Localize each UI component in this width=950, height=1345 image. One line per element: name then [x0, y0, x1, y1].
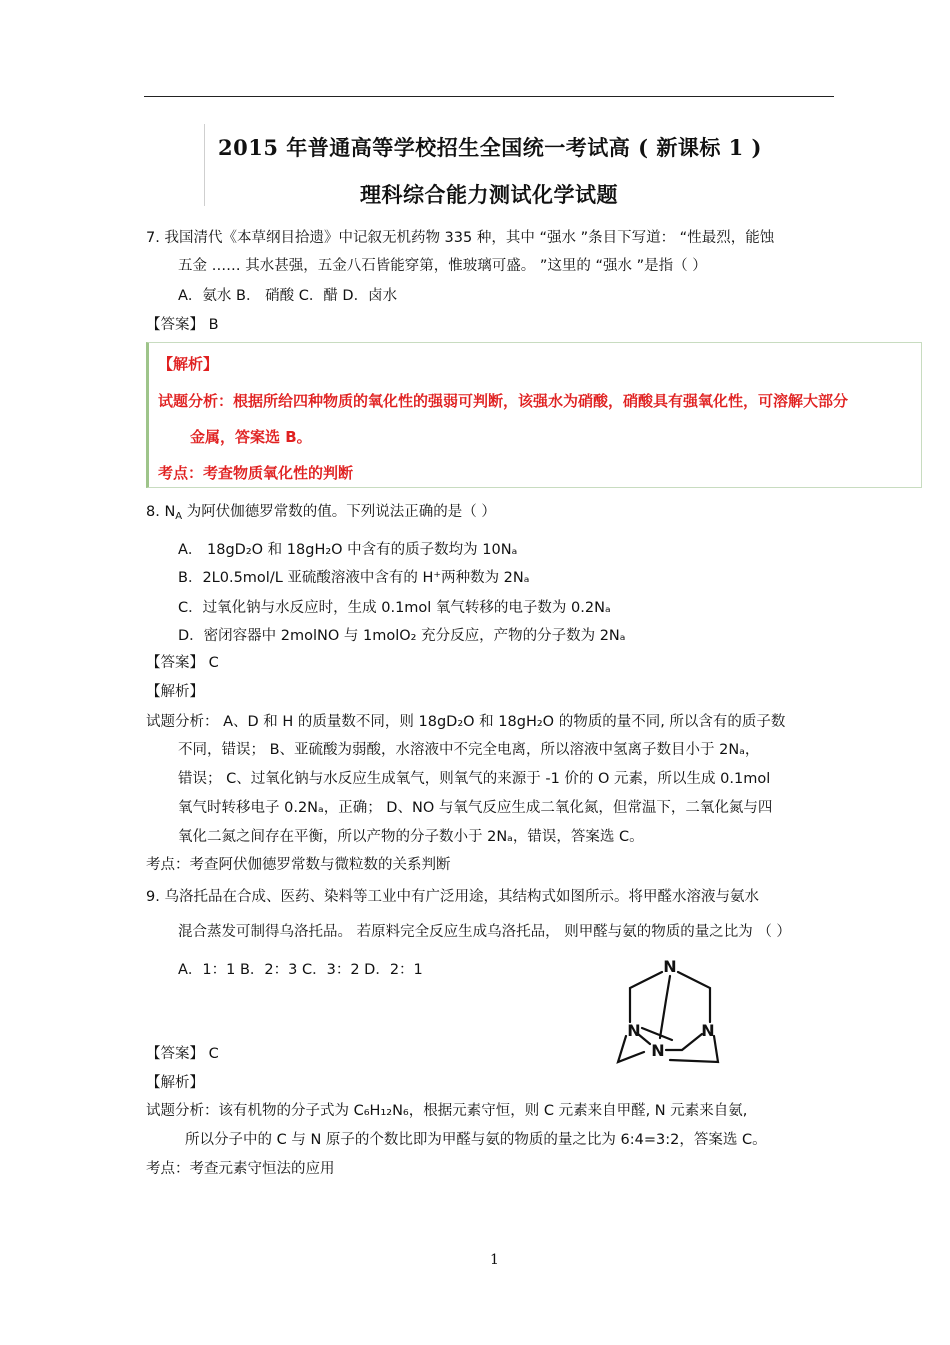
- q9-stem-line2: 混合蒸发可制得乌洛托品。 若原料完全反应生成乌洛托品， 则甲醛与氨的物质的量之比为 （ ）: [178, 924, 791, 940]
- q7-analysis-line2: 金属，答案选 B。: [190, 428, 312, 446]
- q8-option-d: D．密闭容器中 2molNO 与 1molO₂ 充分反应，产物的分子数为 2Nₐ: [178, 628, 626, 644]
- header-rule: [144, 96, 834, 97]
- q9-point: 考点：考查元素守恒法的应用: [146, 1161, 335, 1177]
- page-title: 2015 年普通高等学校招生全国统一考试高 ( 新课标 1 ): [218, 135, 762, 160]
- q8-option-b: B．2L0.5mol/L 亚硫酸溶液中含有的 H⁺两种数为 2Nₐ: [178, 570, 530, 586]
- q7-answer: 【答案】 B: [146, 317, 219, 333]
- q8-analysis-line4: 氧气时转移电子 0.2Nₐ，正确； D、NO 与氧气反应生成二氧化氮，但常温下，二氧化氮与四: [178, 800, 773, 816]
- atom-n-top: N: [663, 957, 677, 976]
- q8-analysis-line5: 氧化二氮之间存在平衡，所以产物的分子数小于 2Nₐ，错误，答案选 C。: [178, 829, 644, 845]
- page-subtitle: 理科综合能力测试化学试题: [360, 182, 618, 207]
- title-side-bar: [204, 124, 205, 206]
- q8-option-c: C．过氧化钠与水反应时，生成 0.1mol 氧气转移的电子数为 0.2Nₐ: [178, 600, 611, 616]
- q9-analysis-line2: 所以分子中的 C 与 N 原子的个数比即为甲醛与氨的物质的量之比为 6:4=3:2，答案选 C。: [185, 1132, 767, 1148]
- atom-n-right: N: [701, 1021, 715, 1040]
- q7-analysis-heading: 【解析】: [158, 355, 219, 373]
- q7-analysis-point: 考点：考查物质氧化性的判断: [158, 464, 354, 482]
- q8-answer: 【答案】 C: [146, 655, 219, 671]
- q9-answer: 【答案】 C: [146, 1046, 219, 1062]
- q7-stem-line2: 五金 …… 其水甚强，五金八石皆能穿第，惟玻璃可盛。 ”这里的 “强水 ”是指（ ）: [178, 258, 707, 274]
- q8-analysis-line1: 试题分析： A、D 和 H 的质量数不同，则 18gD₂O 和 18gH₂O 的物质的量不同, 所以含有的质子数: [146, 714, 786, 730]
- q8-analysis-line3: 错误； C、过氧化钠与水反应生成氧气，则氧气的来源于 -1 价的 O 元素，所以生成 0.1mol: [178, 771, 771, 787]
- q9-analysis-label: 【解析】: [146, 1075, 204, 1091]
- urotropine-structure-diagram: [600, 950, 750, 1080]
- atom-n-bottom: N: [651, 1041, 665, 1060]
- q9-options: A．1：1 B．2：3 C．3：2 D．2：1: [178, 962, 423, 978]
- atom-n-left: N: [627, 1021, 641, 1040]
- page-number: 1: [490, 1252, 499, 1268]
- q8-analysis-label: 【解析】: [146, 684, 204, 700]
- q8-analysis-line2: 不同，错误； B、亚硫酸为弱酸，水溶液中不完全电离，所以溶液中氢离子数目小于 2Nₐ，: [178, 742, 760, 758]
- q7-analysis-line1: 试题分析：根据所给四种物质的氧化性的强弱可判断，该强水为硝酸，硝酸具有强氧化性，可溶解大部分: [158, 392, 849, 410]
- q9-analysis-line1: 试题分析：该有机物的分子式为 C₆H₁₂N₆，根据元素守恒，则 C 元素来自甲醛, N 元素来自氨,: [146, 1103, 748, 1119]
- q8-option-a: A． 18gD₂O 和 18gH₂O 中含有的质子数均为 10Nₐ: [178, 542, 518, 558]
- q8-stem: 8. $N_A$ 为阿伏伽德罗常数的值。下列说法正确的是（ ）: [146, 504, 496, 522]
- q7-stem-line1: 7. 我国清代《本草纲目拾遗》中记叙无机药物 335 种，其中 “强水 ”条目下写道： “性最烈，能蚀: [146, 230, 775, 246]
- q9-stem-line1: 9. 乌洛托品在合成、医药、染料等工业中有广泛用途，其结构式如图所示。将甲醛水溶液与氨水: [146, 889, 759, 905]
- q7-options: A．氨水 B． 硝酸 C．醋 D．卤水: [178, 288, 398, 304]
- q8-point: 考点：考查阿伏伽德罗常数与微粒数的关系判断: [146, 857, 451, 873]
